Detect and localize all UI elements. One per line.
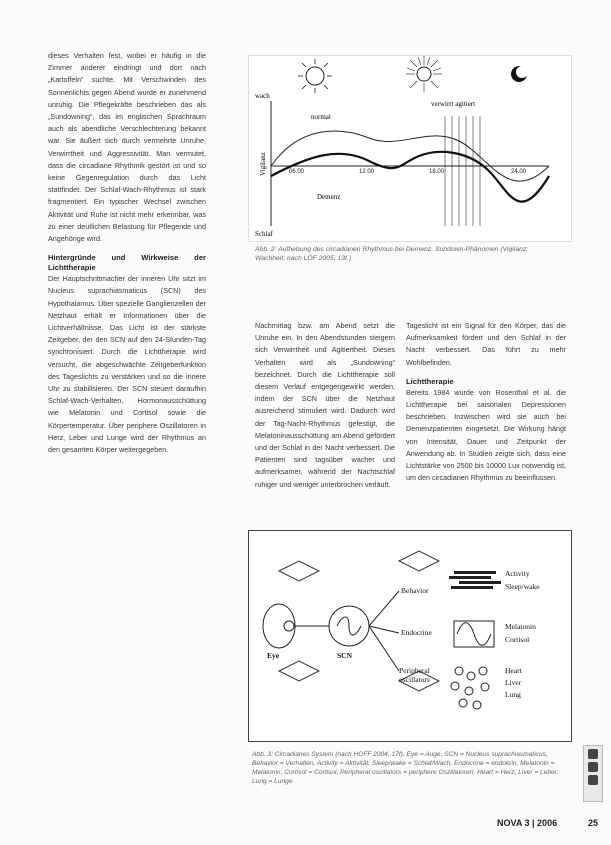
- magazine-name: NOVA: [497, 818, 523, 828]
- heart-label: Heart: [505, 666, 522, 675]
- eye-label: Eye: [267, 651, 280, 660]
- scn-icon: [329, 606, 369, 646]
- figure-caption: Abb. 2: Aufhebung des circadianen Rhythmus bei Demenz. Sundown-Phänomen (Vigilanz: Wachheit; nach LÖF 2005, 13f.): [255, 246, 529, 262]
- endocrine-label: Endocrine: [401, 628, 432, 637]
- paragraph: Tageslicht ist ein Signal für den Körper, das die Aufmerksamkeit fördert und den Schlaf in der Nacht verbessert. Das führt zu mehr Wohlbefinden.: [406, 321, 566, 367]
- activity-label: Activity: [505, 569, 530, 578]
- tab-mark-icon: [588, 762, 598, 772]
- page-number: 25: [588, 818, 599, 828]
- y-axis-label: Vigilanz: [259, 152, 267, 176]
- dementia-label: Demenz: [317, 193, 341, 201]
- svg-text:24.00: 24.00: [511, 169, 527, 175]
- paragraph: dieses Verhalten fest, wobei er häufig in die Zimmer anderer eindringt und dort nach „Kartoffeln“ suchte. Mit Verschwinden des Sonnenlichts gegen Abend wurde er zunehmend unruhig. Die Pflegekräfte beschrieben das als „Sundowning“, das im englischen Sprachraum auch als abendliche Verschlechterung bekannt war. Sie äußert sich durch vermehrte Unruhe, Verwirrtheit und Aggressivität. Man vermutet, dass die circadiane Rhythmik gestört ist und so keine Gegenregulation durch das Licht stattfindet. Der Schlaf-Wach-Rhythmus ist stark fragmentiert. Ein typischer Wechsel zwischen Aktivität und Ruhe ist nicht mehr erkennbar, was zu einer deutlichen Belastung für Pflegende und Angehörige wird.: [48, 51, 206, 244]
- circadian-system-diagram: [248, 530, 572, 742]
- text-column-3: [406, 320, 566, 484]
- awake-label: wach: [255, 92, 270, 100]
- peripheral-label-2: oscillators: [399, 675, 430, 684]
- section-heading: Hintergründe und Wirkweise der Lichttherapie: [48, 253, 206, 273]
- eye-icon: [263, 604, 295, 648]
- svg-text:18.00: 18.00: [429, 169, 445, 175]
- melatonin-label: Melatonin: [505, 622, 536, 631]
- sun-icon: [298, 59, 332, 93]
- paragraph: Der Hauptschrittmacher der inneren Uhr sitzt im Nucleus suprachiasmaticus (SCN) des Hypothalamus. Über spezielle Ganglienzellen der Netzhaut erhält er Informationen über die Lichtverhältnisse. Das Licht ist der stärkste Zeitgeber, der den SCN auf den 24-Stunden-Tag synchronisiert. Durch die Lichttherapie wird versucht, die abgeschwächte Zeitgeberfunktion des Tageslichts zu verstärken und so die innere Uhr zu stabilisieren. Der SCN steuert daraufhin Schlaf-Wach-Verhalten, Hormonausschüttung wie Melatonin und Cortisol sowie die Körpertemperatur. Über periphere Oszillatoren in Herz, Leber und Lunge wird der Rhythmus an den gesamten Körper weitergegeben.: [48, 274, 206, 455]
- normal-label: normal: [311, 113, 331, 121]
- tab-mark-icon: [588, 775, 598, 785]
- cortisol-label: Cortisol: [505, 635, 530, 644]
- text-column-1: [48, 50, 206, 456]
- confused-label: verwirrt agitiert: [431, 100, 476, 108]
- issue-number: 3 | 2006: [524, 818, 558, 828]
- bright-sun-icon: [406, 56, 442, 92]
- svg-text:12.00: 12.00: [359, 169, 375, 175]
- peripheral-label: Peripheral: [399, 666, 430, 675]
- tab-mark-icon: [588, 749, 598, 759]
- moon-icon: [511, 66, 528, 82]
- sleep-label: Schlaf: [255, 230, 273, 238]
- sleepwake-label: Sleep/wake: [505, 582, 540, 591]
- vigilance-chart: [248, 55, 572, 242]
- behavior-label: Behavior: [401, 586, 429, 595]
- activity-icon: [449, 571, 501, 589]
- section-heading: Lichttherapie: [406, 376, 454, 386]
- paragraph: Nachmittag bzw. am Abend setzt die Unruhe ein. In den Abendstunden steigern sich Verwirrtheit und Agitiertheit. Dieses Verhalten wird als „Sundowning“ bezeichnet. Durch die Lichttherapie soll diesem Verlauf entgegengewirkt werden, indem der SCN über die Netzhaut ausreichend stimuliert wird. Dadurch wird der Tag-Nacht-Rhythmus gefestigt, die Melatoninausschüttung am Abend gefördert und der Schlaf in der Nacht verbessert. Die Patienten sind tagsüber wacher und aufmerksamer, während der Nachtschlaf ruhiger und weniger unterbrochen verläuft.: [255, 321, 395, 489]
- figure-caption: Abb. 3: Circadianes System (nach HOFF 2004, 17f). Eye = Auge, SCN = Nucleus suprachiasmaticus, Behavior = Verhalten, Activity = Aktivität, Sleep/wake = Schlaf/Wach, Endocrine = endokrin, Melatonin = Melatonin, Cortisol = Cortisol, Peripheral oscillators = periphere Oszillatoren, Heart = Herz, Liver = Leber, Lung = Lunge: [252, 751, 559, 785]
- paragraph: Bereits 1984 wurde von Rosenthal et al. die Lichttherapie bei saisonalen Depressionen beschrieben. Inzwischen wird sie auch bei Demenzpatienten eingesetzt. Die Wirkung hängt von Intensität, Dauer und Zeitpunkt der Anwendung ab. In Studien zeigte sich, dass eine Lichtstärke von 2500 bis 10000 Lux notwendig ist, um den circadianen Rhythmus zu beeinflussen.: [406, 387, 566, 483]
- svg-text:06.00: 06.00: [289, 169, 305, 175]
- section-tab: [583, 745, 603, 802]
- liver-label: Liver: [505, 678, 522, 687]
- text-column-2: [255, 320, 395, 491]
- page-footer: [497, 818, 557, 828]
- lung-label: Lung: [505, 690, 521, 699]
- scn-label: SCN: [337, 651, 353, 660]
